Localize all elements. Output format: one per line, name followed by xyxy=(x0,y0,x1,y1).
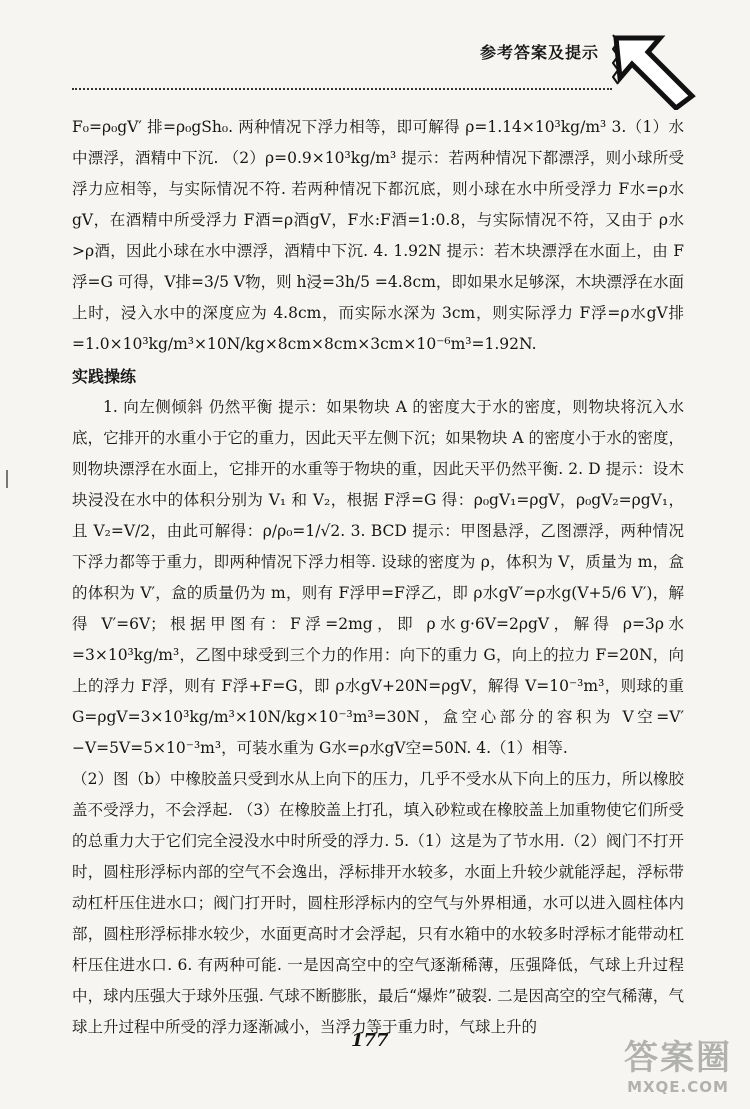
scan-margin-mark xyxy=(6,470,8,488)
running-header-title: 参考答案及提示 xyxy=(480,43,600,62)
bold-arrow-up-left-icon xyxy=(612,34,696,110)
watermark-top: 答案圈 xyxy=(624,1038,732,1078)
answer-content xyxy=(72,112,684,1043)
header-divider xyxy=(72,88,612,90)
paragraph-continued: F₀=ρ₀gV′ 排=ρ₀gSh₀. 两种情况下浮力相等，即可解得 ρ=1.14×10³kg/m³ 3.（1）水中漂浮，酒精中下沉. （2）ρ=0.9×10³kg/m³ 提示：若两种情况下都漂浮，则小球所受浮力应相等，与实际情况不符. 若两种情况下都沉底，则小球在水中所受浮力 F水=ρ水gV，在酒精中所受浮力 F酒=ρ酒gV，F水:F酒=1:0.8，与实际情况不符，又由于 ρ水>ρ酒，因此小球在水中漂浮，酒精中下沉. 4. 1.92N 提示：若木块漂浮在水面上，由 F浮=G 可得，V排=3/5 V物，则 h浸=3h/5 =4.8cm，即如果水足够深，木块漂浮在水面上时，浸入水中的深度应为 4.8cm，而实际水深为 3cm，则实际浮力 F浮=ρ水gV排=1.0×10³kg/m³×10N/kg×8cm×8cm×3cm×10⁻⁶m³=1.92N. xyxy=(72,118,684,353)
section-paragraph: 1. 向左侧倾斜 仍然平衡 提示：如果物块 A 的密度大于水的密度，则物块将沉入水底，它排开的水重小于它的重力，因此天平左侧下沉；如果物块 A 的密度小于水的密度，则物块漂浮在水面上，它排开的水重等于物块的重，因此天平仍然平衡. 2. D 提示：设木块浸没在水中的体积分别为 V₁ 和 V₂，根据 F浮=G 得：ρ₀gV₁=ρgV，ρ₀gV₂=ρgV₁，且 V₂=V/2，由此可解得：ρ/ρ₀=1/√2. 3. BCD 提示：甲图悬浮，乙图漂浮，两种情况下浮力都等于重力，即两种情况下浮力相等. 设球的密度为 ρ，体积为 V，质量为 m，盒的体积为 V′，盒的质量仍为 m，则有 F浮甲=F浮乙，即 ρ水gV′=ρ水g(V+5/6 V′)，解得 V′=6V；根据甲图有：F浮=2mg，即 ρ水g·6V=2ρgV，解得 ρ=3ρ水=3×10³kg/m³，乙图中球受到三个力的作用：向下的重力 G，向上的拉力 F=20N，向上的浮力 F浮，则有 F浮+F=G，即 ρ水gV+20N=ρgV，解得 V=10⁻³m³，则球的重 G=ρgV=3×10³kg/m³×10N/kg×10⁻³m³=30N，盒空心部分的容积为 V空=V′−V=5V=5×10⁻³m³，可装水重为 G水=ρ水gV空=50N. 4.（1）相等. xyxy=(72,398,684,757)
page-number: 177 xyxy=(351,1030,389,1051)
watermark-bottom: MXQE.COM xyxy=(627,1078,729,1096)
section-heading: 实践操练 xyxy=(72,367,137,386)
section-paragraph: （2）图（b）中橡胶盖只受到水从上向下的压力，几乎不受水从下向上的压力，所以橡胶盖不受浮力，不会浮起. （3）在橡胶盖上打孔，填入砂粒或在橡胶盖上加重物使它们所受的总重力大于它们完全浸没水中时所受的浮力. 5.（1）这是为了节水用.（2）阀门不打开时，圆柱形浮标内部的空气不会逸出，浮标排开水较多，水面上升较少就能浮起，浮标带动杠杆压住进水口；阀门打开时，圆柱形浮标内的空气与外界相通，水可以进入圆柱体内部，圆柱形浮标排水较少，水面更高时才会浮起，只有水箱中的水较多时浮标才能带动杠杆压住进水口. 6. 有两种可能. 一是因高空中的空气逐渐稀薄，压强降低，气球上升过程中，球内压强大于球外压强. 气球不断膨胀，最后“爆炸”破裂. 二是因高空的空气稀薄，气球上升过程中所受的浮力逐渐减小，当浮力等于重力时，气球上升的 xyxy=(72,770,684,1036)
site-watermark xyxy=(612,1039,744,1103)
